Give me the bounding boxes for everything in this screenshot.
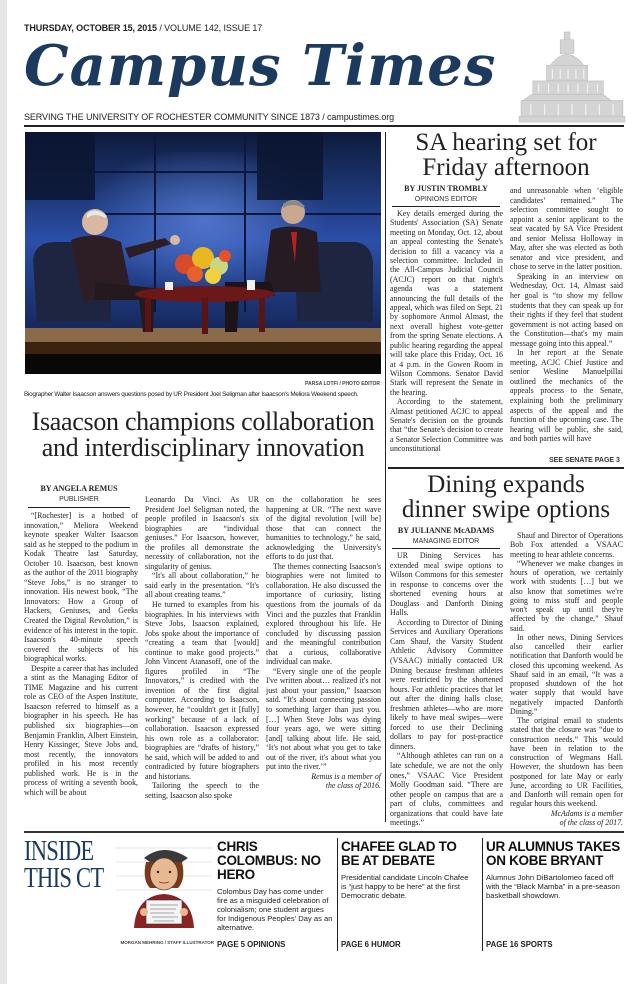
paragraph: “Every single one of the people I've written about… realized it's not just about your passion,” Isaacson said. “It's about connecting passion to something larger than just you. […] When Steve Jobs was dying four years ago, we were sitting [and] talking about life. He said, ‘It's not about what you get to take out of the river, it's about what you put into the river.’” (266, 666, 381, 772)
paragraph: Speaking in an interview on Wednesday, Oct. 14, Almast said her goal is “to show my fellow students that they can speak up for their rights if they feel that student government is not acting based on the Constitution—that's my main message going into this appeal.” (510, 271, 623, 348)
sa-headline-line-2: Friday afternoon (422, 154, 590, 181)
dining-signoff-1: McAdams is a member (550, 808, 623, 818)
teaser-opinions[interactable] (217, 840, 333, 966)
dining-column-1 (390, 551, 503, 828)
front-page (24, 0, 624, 984)
sa-headline-line-1: SA hearing set for (415, 129, 597, 156)
isaacson-author-role: PUBLISHER (59, 496, 99, 503)
isaacson-headline[interactable] (24, 409, 382, 461)
isaacson-byline: BY ANGELA REMUS (40, 484, 118, 493)
teaser-body: Colombus Day has come under fire as a misguided celebration of colonialism; one student argues for Indigenous Peoples' Day as an alternative. (217, 887, 333, 932)
isaacson-column-3 (266, 495, 381, 791)
sa-column-2 (510, 186, 623, 444)
date: THURSDAY, OCTOBER 15, 2015 (24, 23, 157, 33)
teaser-page[interactable]: PAGE 16 SPORTS (486, 940, 553, 949)
column-divider (385, 132, 386, 822)
dining-column-2 (510, 531, 623, 827)
isaacson-seligman-photo[interactable] (25, 132, 381, 374)
inside-label-line-1: INSIDE (24, 835, 94, 867)
sa-jump-link[interactable]: SEE SENATE PAGE 3 (549, 457, 620, 464)
paragraph: In other news, Dining Services also cancelled their earlier notification that Danforth would be closed this upcoming weekend. As Shauf said in an email, “It was a proposed shutdown of the hot water supply that would have negatively impacted Danforth Dining.” (510, 632, 623, 716)
dateline (24, 23, 262, 33)
paragraph: According to Director of Dining Services and Auxiliary Operations Cam Shauf, the Varsity Student Athletic Advisory Committee (VSAAC) initially contacted UR Dining because freshman athletes were restricted by the shortened hours. For athletic practices that let out after the dining halls close, freshmen athletes—who are more likely to have meal swipes—were forced to use their Declining dollars to pay for post-practice dinners. (390, 617, 503, 751)
isaacson-headline-line-1: Isaacson champions collaboration (31, 407, 375, 436)
isaacson-signoff-1: Remus is a member of (311, 771, 381, 781)
teaser-divider (482, 838, 483, 951)
paragraph: “Although athletes can run on a late schedule, we are not the only ones,” VSAAC Vice President Molly Goodman said. “There are other people on campus that are a part of clubs, committees and organizations that could have late meetings.” (390, 751, 503, 828)
isaacson-column-2 (145, 495, 259, 801)
paragraph: “[Rochester] is a hotbed of innovation,” Meliora Weekend keynote speaker Walter Isaacson said as he stepped to the podium in Kodak Theatre last Saturday, October 10. Isaacson, best known as the author of the 2011 biography “Steve Jobs,” is no stranger to innovation. His newest book, “The Innovators: How a Group of Hackers, Geniuses, and Geeks Created the Digital Revolution,” is evidence of his interest in the topic. Isaacson's 40-minute speech covered the subjects of his biographical works. (24, 511, 138, 664)
paragraph: Shauf and Director of Operations Bob Fox attended a VSAAC meeting to hear athlete concerns. (510, 531, 623, 559)
sa-column-1 (390, 209, 503, 454)
paragraph: Key details emerged during the Students' Association (SA) Senate meeting on Monday, Oct. 12, about an appeal contesting the Senate's decision to fill a vacancy via a selection committee. Included in the All-Campus Judicial Council (ACJC) report on that night's agenda was a statement announcing the full details of the appeal, which was filed on Sept. 21 by sophomore Anmol Almast, the next overall highest vote-getter from the spring Senate elections. A public hearing regarding the appeal will take place this Friday, Oct. 16 at 4 p.m. in the Gowen Room in Wilson Commons. Senator David Stark will represent the Senate in the hearing. (390, 209, 503, 397)
illustration-credit: MORGAN MEHRING / STAFF ILLUSTRATOR (120, 940, 214, 945)
dining-headline-line-1: Dining expands (427, 471, 585, 498)
teaser-title: CHAFEE GLAD TO BE AT DEBATE (341, 839, 457, 868)
photo-caption: Biographer Walter Isaacson answers questions posed by UR President Joel Seligman after Isaacson's Meliora Weekend speech. (24, 391, 359, 398)
sa-byline-rule (392, 206, 500, 207)
masthead-logo[interactable]: Campus Times (24, 33, 497, 99)
page-edge (0, 0, 7, 984)
isaacson-headline-line-2: and interdisciplinary innovation (41, 433, 365, 462)
issue-number: / VOLUME 142, ISSUE 17 (156, 23, 263, 33)
isaacson-column-1 (24, 511, 138, 797)
teaser-title: CHRIS COLOMBUS: NO HERO (217, 839, 321, 882)
teaser-body: Presidential candidate Lincoln Chafee is “just happy to be here” at the first Democratic debate. (341, 873, 469, 900)
inside-rule (24, 831, 624, 833)
inside-this-ct-label (24, 835, 104, 894)
paragraph: In her report at the Senate meeting, ACJC Chief Justice and senior Wesline Manuelpillai outlined the mechanics of the appeals process to the Senate, explaining both the preliminary aspects of the appeal and the function of the upcoming case. The hearing will be public, she said, and both parties will have (510, 348, 623, 444)
isaacson-byline-rule (28, 507, 130, 508)
tagline: SERVING THE UNIVERSITY OF ROCHESTER COMMUNITY SINCE 1873 / campustimes.org (24, 112, 395, 122)
teaser-page[interactable]: PAGE 6 HUMOR (341, 940, 401, 949)
inside-label-line-2: THIS CT (24, 862, 104, 894)
teaser-humor[interactable] (341, 840, 471, 966)
teaser-title: UR ALUMNUS TAKES ON KOBE BRYANT (486, 839, 620, 868)
isaacson-signoff-2: the class of 2016. (325, 781, 381, 791)
photo-credit: PARSA LOTFI / PHOTO EDITOR (305, 381, 380, 387)
paragraph: “It's all about collaboration,” he said early in the presentation. “It's all about creating teams.” (145, 571, 259, 600)
dining-byline: BY JULIANNE McADAMS (397, 526, 495, 535)
sa-headline[interactable] (390, 130, 622, 180)
paragraph: and unreasonable when ‘eligible candidates’ remained.” The selection committee sought to appoint a senior applicant to the seat vacated by SA Vice President and senior Melissa Holloway in May, after she was elected as both senator and vice president, and chose to serve in the latter position. (510, 186, 623, 272)
teaser-page[interactable]: PAGE 5 OPINIONS (217, 940, 286, 949)
paragraph: on the collaboration he sees happening at UR. “The next wave of the digital revolution [will be] those that can connect the humanities to technology,” he said, acknowledging the University's efforts to do just that. (266, 495, 381, 562)
sa-author-role: OPINIONS EDITOR (414, 196, 478, 203)
dining-author-role: MANAGING EDITOR (412, 538, 480, 545)
paragraph: Leonardo Da Vinci. As UR President Joel Seligman noted, the people profiled in Isaacson's six biographies are “individual geniuses.” For Isaacson, however, the profiles all demonstrate the necessity of collaboration, not the singularity of genius. (145, 495, 259, 571)
masthead-rule (24, 125, 624, 127)
sa-byline: BY JUSTIN TROMBLY (404, 184, 488, 193)
paragraph: The original email to students stated that the closure was “due to construction needs.” This would have been in relation to the construction of Wegmans Hall. However, the shutdown has been postponed for late May or early June, according to UR Facilities, and Danforth will remain open for regular hours this weekend. (510, 716, 623, 809)
paragraph: “Whenever we make changes in hours of operation, we certainly work with students […] but we also know that sometimes we're going to miss stuff and people won't speak up until they're affected by the change,” Shauf said. (510, 558, 623, 633)
rush-rhees-dome-icon (516, 30, 626, 124)
paragraph: Tailoring the speech to the setting, Isaacson also spoke (145, 781, 259, 800)
dining-headline[interactable] (390, 472, 622, 522)
paragraph: According to the statement, Almast petitioned ACJC to appeal Senate's decision on the grounds that “the Senate's decision to create a Senator Selection Committee was unconstitutional (390, 397, 503, 454)
dining-headline-line-2: dinner swipe options (401, 496, 611, 523)
teaser-divider (337, 838, 338, 951)
teaser-body: Alumnus John DiBartolomeo faced off with the “Black Mamba” in a pre-season basketball showdown. (486, 873, 620, 900)
paragraph: The themes connecting Isaacson's biographies were not limited to collaboration. He also discussed the importance of curiosity, listing questions from the journals of da Vinci and the puzzles that Franklin explored throughout his life. He concluded by discussing passion and the meaningful contribution that a curious, collaborative individual can make. (266, 561, 381, 667)
dining-signoff-2: of the class of 2017. (559, 817, 623, 827)
columbus-illustration[interactable] (116, 840, 212, 928)
teaser-sports[interactable] (486, 840, 622, 966)
paragraph: He turned to examples from his biographies. In his interviews with Steve Jobs, Isaacson explained, Jobs spoke about the importance of “creating a team that [would] continue to make good projects.” John Vincent Atanasoff, one of the figures profiled in “The Innovators,” is credited with the invention of the first digital computer. According to Isaacson, however, he “couldn't get it [fully] working” because of a lack of collaboration. Isaacson expressed his own role as a collaborator: biographies are “drafts of history,” he said, which will be added to and contradicted by future biographers and historians. (145, 600, 259, 781)
paragraph: Despite a career that has included a stint as the Managing Editor of TIME Magazine and his current role as CEO of the Aspen Institute, Isaacson referred to himself as a biographer in his speech. He has published six biographies—on Benjamin Franklin, Albert Einstein, Henry Kissinger, Steve Jobs and, most recently, the innovators profiled in his most recently published work. He is in the process of writing a seventh book, which will be about (24, 663, 138, 797)
paragraph: UR Dining Services has extended meal swipe options to Wilson Commons for this semester in response to concerns over the shortened evening hours at Douglass and Danforth Dining Halls. (390, 551, 503, 618)
story-divider (388, 467, 624, 469)
dining-byline-rule (392, 548, 500, 549)
